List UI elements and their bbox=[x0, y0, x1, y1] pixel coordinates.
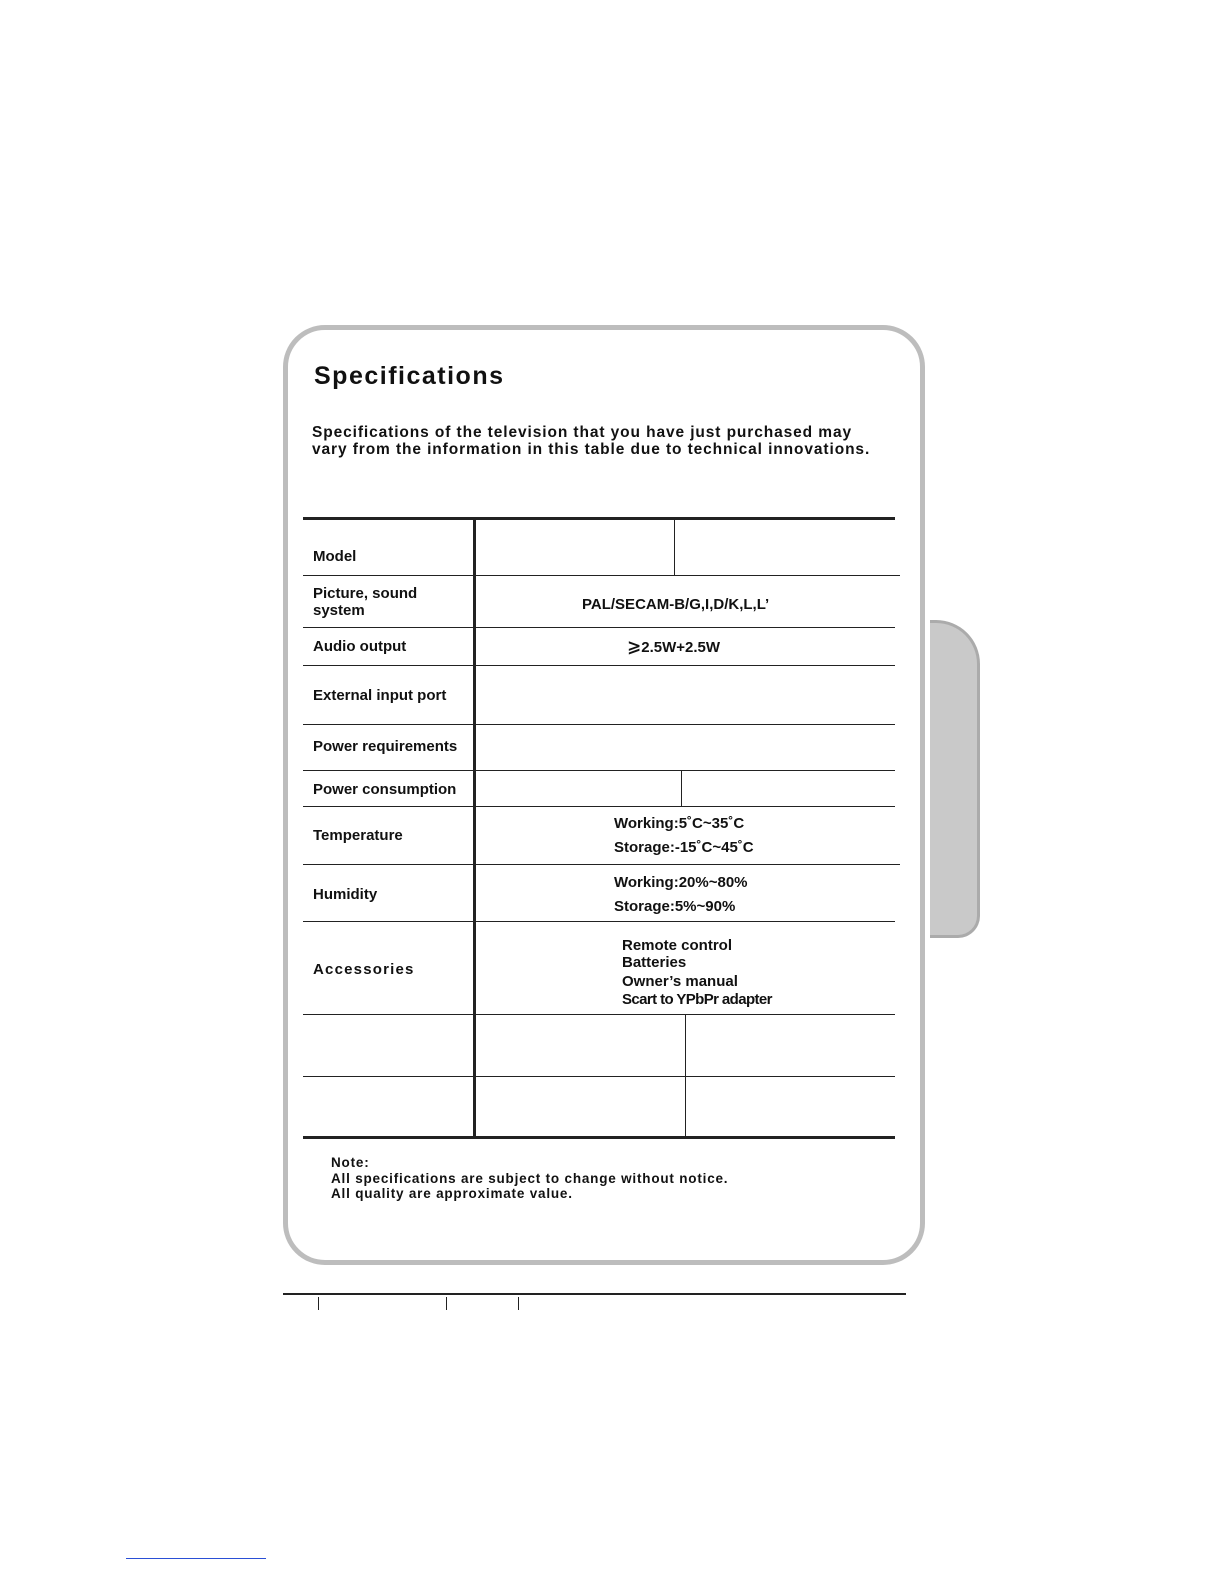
cell-divider bbox=[681, 771, 682, 806]
value-temperature-storage: Storage:-15˚C~45˚C bbox=[614, 839, 754, 856]
row-divider bbox=[303, 806, 895, 807]
intro-paragraph bbox=[312, 424, 892, 458]
label-column-divider bbox=[473, 519, 476, 1138]
row-divider bbox=[303, 665, 895, 666]
value-accessory: Owner’s manual bbox=[622, 973, 738, 990]
label-audio-output: Audio output bbox=[313, 638, 407, 655]
row-divider bbox=[303, 627, 895, 628]
label-external-input: External input port bbox=[313, 687, 447, 704]
label-power-requirements: Power requirements bbox=[313, 738, 458, 755]
label-humidity: Humidity bbox=[313, 886, 378, 903]
value-accessory: Batteries bbox=[622, 954, 687, 971]
footer-rule bbox=[283, 1293, 906, 1295]
audio-output-text: 2.5W+2.5W bbox=[641, 639, 721, 656]
value-accessory: Scart to YPbPr adapter bbox=[622, 991, 772, 1008]
footer-tick bbox=[318, 1297, 319, 1310]
note-line: All specifications are subject to change without notice. bbox=[331, 1170, 729, 1186]
note-line: All quality are approximate value. bbox=[331, 1186, 573, 1201]
value-accessory: Remote control bbox=[622, 937, 733, 954]
cell-divider bbox=[685, 1015, 686, 1137]
value-audio-output bbox=[627, 639, 720, 656]
row-divider bbox=[303, 864, 900, 865]
table-bottom-rule bbox=[303, 1136, 895, 1139]
label-model: Model bbox=[313, 548, 357, 565]
note-block bbox=[331, 1155, 728, 1202]
intro-line: vary from the information in this table due to technical innovations. bbox=[312, 441, 871, 458]
label-temperature: Temperature bbox=[313, 827, 403, 844]
note-heading: Note: bbox=[331, 1155, 370, 1170]
row-divider bbox=[303, 921, 895, 922]
label-line: system bbox=[313, 602, 365, 619]
footer-tick bbox=[518, 1297, 519, 1310]
row-divider bbox=[303, 770, 895, 771]
value-humidity-working: Working:20%~80% bbox=[614, 874, 748, 891]
label-accessories: Accessories bbox=[313, 961, 415, 978]
value-picture-sound: PAL/SECAM-B/G,I,D/K,L,L’ bbox=[582, 596, 770, 613]
section-tab bbox=[930, 620, 980, 938]
row-divider bbox=[303, 724, 895, 725]
cell-divider bbox=[674, 519, 675, 575]
greater-equal-icon: ⩾ bbox=[627, 637, 642, 657]
intro-line: Specifications of the television that you have just purchased may bbox=[312, 424, 852, 441]
row-divider bbox=[303, 575, 900, 576]
label-line: Picture, sound bbox=[313, 585, 418, 602]
row-divider bbox=[303, 1076, 895, 1077]
row-divider bbox=[303, 1014, 895, 1015]
footer-tick bbox=[446, 1297, 447, 1310]
page-title: Specifications bbox=[314, 362, 505, 390]
link-underline bbox=[126, 1558, 266, 1559]
label-picture-sound bbox=[313, 585, 417, 619]
table-top-rule bbox=[303, 517, 895, 520]
value-humidity-storage: Storage:5%~90% bbox=[614, 898, 736, 915]
value-temperature-working: Working:5˚C~35˚C bbox=[614, 815, 745, 832]
label-power-consumption: Power consumption bbox=[313, 781, 457, 798]
